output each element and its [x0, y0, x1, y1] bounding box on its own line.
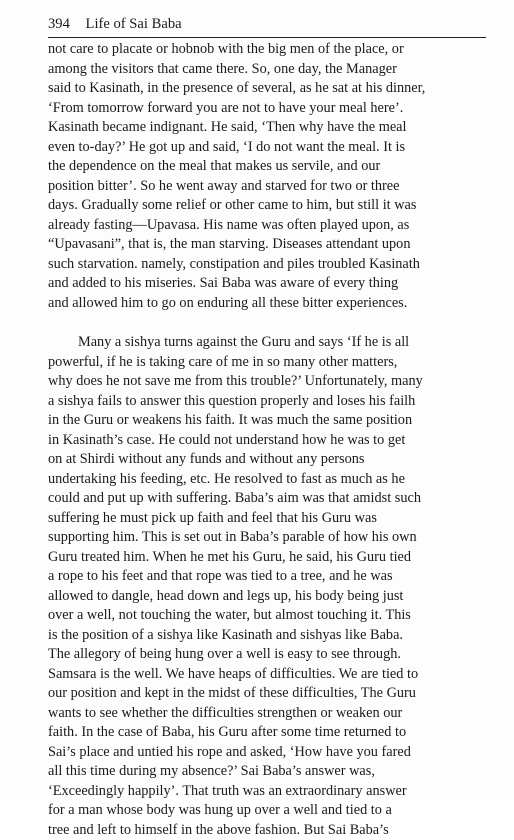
text-line: wants to see whether the difficulties strengthen or weaken our — [48, 704, 488, 724]
text-line: Kasinath became indignant. He said, ‘Then why have the meal — [48, 118, 488, 138]
text-line: in the Guru or weakens his faith. It was much the same position — [48, 411, 488, 431]
text-line: a rope to his feet and that rope was tied to a tree, and he was — [48, 567, 488, 587]
text-line: on at Shirdi without any funds and without any persons — [48, 450, 488, 470]
text-line: days. Gradually some relief or other came to him, but still it was — [48, 196, 488, 216]
text-line: could and put up with suffering. Baba’s aim was that amidst such — [48, 489, 488, 509]
text-line: a sishya fails to answer this question properly and loses his failh — [48, 392, 488, 412]
text-line: why does he not save me from this trouble?’ Unfortunately, many — [48, 372, 488, 392]
text-line: allowed to dangle, head down and legs up, his body being just — [48, 587, 488, 607]
text-line: Guru treated him. When he met his Guru, he said, his Guru tied — [48, 548, 488, 568]
text-line: all this time during my absence?’ Sai Baba’s answer was, — [48, 762, 488, 782]
text-line: in Kasinath’s case. He could not understand how he was to get — [48, 431, 488, 451]
text-line: ‘Exceedingly happily’. That truth was an extraordinary answer — [48, 782, 488, 802]
text-line: our position and kept in the midst of these difficulties, The Guru — [48, 684, 488, 704]
text-line: is the position of a sishya like Kasinath and sishyas like Baba. — [48, 626, 488, 646]
text-line: Many a sishya turns against the Guru and says ‘If he is all — [48, 333, 488, 353]
running-header — [48, 13, 486, 38]
paragraph-2 — [48, 333, 488, 840]
text-line: not care to placate or hobnob with the big men of the place, or — [48, 40, 488, 60]
page-number: 394 — [48, 13, 70, 35]
text-line: undertaking his feeding, etc. He resolved to fast as much as he — [48, 470, 488, 490]
text-line: and allowed him to go on enduring all these bitter experiences. — [48, 294, 488, 314]
book-title: Life of Sai Baba — [86, 13, 182, 35]
paragraph-1 — [48, 40, 488, 313]
text-line: position bitter’. So he went away and starved for two or three — [48, 177, 488, 197]
text-line: Sai’s place and untied his rope and asked, ‘How have you fared — [48, 743, 488, 763]
text-line: over a well, not touching the water, but almost touching it. This — [48, 606, 488, 626]
text-line: and added to his miseries. Sai Baba was aware of every thing — [48, 274, 488, 294]
text-line: already fasting—Upavasa. His name was often played upon, as — [48, 216, 488, 236]
text-line: such starvation. namely, constipation and piles troubled Kasinath — [48, 255, 488, 275]
text-line: even to-day?’ He got up and said, ‘I do not want the meal. It is — [48, 138, 488, 158]
text-line: tree and left to himself in the above fashion. But Sai Baba’s — [48, 821, 488, 840]
text-line: said to Kasinath, in the presence of several, as he sat at his dinner, — [48, 79, 488, 99]
text-line: powerful, if he is taking care of me in so many other matters, — [48, 353, 488, 373]
text-line: among the visitors that came there. So, one day, the Manager — [48, 60, 488, 80]
text-line: Samsara is the well. We have heaps of difficulties. We are tied to — [48, 665, 488, 685]
text-line: the dependence on the meal that makes us servile, and our — [48, 157, 488, 177]
text-line: ‘From tomorrow forward you are not to have your meal here’. — [48, 99, 488, 119]
page-body — [48, 40, 488, 840]
text-line: The allegory of being hung over a well is easy to see through. — [48, 645, 488, 665]
text-line: faith. In the case of Baba, his Guru after some time returned to — [48, 723, 488, 743]
text-line: suffering he must pick up faith and feel that his Guru was — [48, 509, 488, 529]
text-line: “Upavasani”, that is, the man starving. Diseases attendant upon — [48, 235, 488, 255]
text-line: for a man whose body was hung up over a well and tied to a — [48, 801, 488, 821]
paragraph-break — [48, 313, 488, 333]
text-line: supporting him. This is set out in Baba’s parable of how his own — [48, 528, 488, 548]
